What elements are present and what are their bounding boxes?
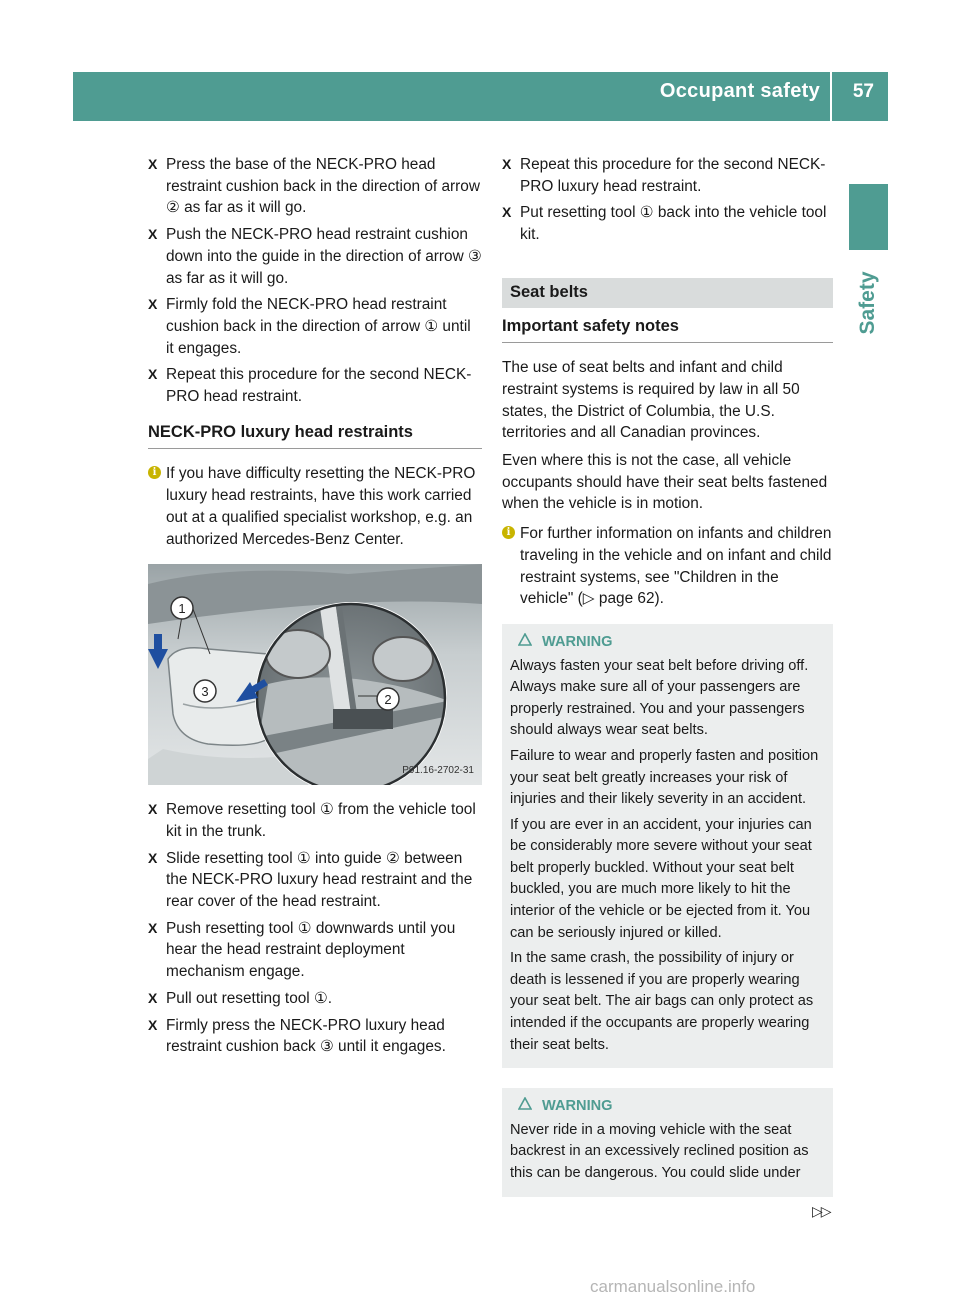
step-item: X Press the base of the NECK-PRO head restraint cushion back in the direction of arrow ② as far as it will go.: [148, 156, 480, 217]
continuation-icon: ▷▷: [812, 1203, 830, 1219]
step-marker-icon: X: [148, 296, 158, 313]
side-tab-label: Safety: [856, 271, 879, 335]
step-item: X Repeat this procedure for the second NECK-PRO luxury head restraint.: [502, 156, 826, 195]
step-item: X Repeat this procedure for the second NECK-PRO head restraint.: [148, 366, 472, 406]
head-restraint-illustration: [148, 564, 482, 785]
paragraph: The use of seat belts and infant and child restraint systems is required by law in all 50 states, the District of Columbia, the U.S. territories and all Canadian provinces.: [502, 359, 800, 442]
head-restraint-figure: [148, 564, 482, 785]
info-icon: i: [502, 526, 515, 539]
watermark: carmanualsonline.info: [590, 1277, 756, 1296]
side-tab-marker: [849, 184, 888, 250]
step-marker-icon: X: [148, 801, 158, 818]
warning-heading: WARNING: [510, 632, 825, 654]
warning-triangle-icon: [518, 632, 532, 654]
info-note: i If you have difficulty resetting the NECK-PRO luxury head restraints, have this work carried out at a qualified specialist workshop, e.g. an authorized Mercedes-Benz Center.: [148, 463, 482, 550]
paragraph: Even where this is not the case, all vehicle occupants should have their seat belts fastened when the vehicle is in motion.: [502, 452, 828, 513]
callout-1-label: 1: [178, 601, 186, 617]
callout-2-label: 2: [384, 692, 392, 708]
step-marker-icon: X: [148, 226, 158, 243]
section-heading: NECK-PRO luxury head restraints: [148, 422, 482, 450]
step-item: X Push resetting tool ① downwards until you hear the head restraint deployment mechanism engage.: [148, 919, 456, 981]
step-item: X Put resetting tool ① back into the vehicle tool kit.: [502, 204, 827, 244]
header-title: Occupant safety: [659, 80, 820, 102]
step-item: X Firmly fold the NECK-PRO head restraint cushion back in the direction of arrow ① until it engages.: [148, 296, 471, 357]
warning-triangle-icon: [518, 1096, 532, 1118]
warning-text: If you are ever in an accident, your injuries can be considerably more severe without your seat belt properly buckled. Without your seat belt buckled, you are much more likely to hit the interior of the vehicle or be ejected from it. You can be seriously injured or killed.: [510, 816, 812, 941]
warning-box: [502, 624, 833, 1068]
warning-box: [502, 1088, 833, 1196]
page-number: 57: [852, 81, 874, 102]
step-marker-icon: X: [502, 204, 512, 221]
step-item: X Pull out resetting tool ①.: [148, 988, 482, 1010]
step-marker-icon: X: [148, 1016, 158, 1033]
warning-text: Always fasten your seat belt before driving off. Always make sure all of your passengers are properly restrained. You and your passengers should always wear seat belts.: [510, 657, 809, 739]
figure-code: P91.16-2702-31: [402, 764, 474, 776]
step-item: X Slide resetting tool ① into guide ② between the NECK-PRO luxury head restraint and the rear cover of the head restraint.: [148, 849, 473, 911]
left-column: [148, 154, 482, 1063]
step-item: X Push the NECK-PRO head restraint cushion down into the guide in the direction of arrow ③ as far as it will go.: [148, 226, 482, 287]
right-column: [502, 154, 833, 1197]
info-icon: i: [148, 466, 161, 479]
warning-text: In the same crash, the possibility of injury or death is lessened if you are properly wearing your seat belt. The air bags can only protect as intended if the occupants are properly wearing their seat belts.: [510, 950, 814, 1053]
info-note: i For further information on infants and children traveling in the vehicle and on infant and child restraint systems, see "Children in the vehicle" (▷ page 62).: [502, 523, 833, 610]
step-marker-icon: X: [148, 156, 158, 172]
header-separator: [830, 72, 832, 121]
step-marker-icon: X: [502, 156, 512, 172]
warning-text: Never ride in a moving vehicle with the seat backrest in an excessively reclined position as this can be dangerous. You could slide under: [510, 1121, 809, 1182]
section-title-bar: Seat belts: [502, 278, 833, 308]
step-marker-icon: X: [148, 366, 158, 383]
step-item: X Firmly press the NECK-PRO luxury head restraint cushion back ③ until it engages.: [148, 1016, 446, 1056]
warning-text: Failure to wear and properly fasten and position your seat belt greatly increases your risk of injuries and their likely severity in an accident.: [510, 747, 819, 808]
step-marker-icon: X: [148, 989, 158, 1006]
header-bar: [73, 72, 888, 121]
section-heading: Important safety notes: [502, 316, 833, 344]
warning-heading: WARNING: [510, 1096, 825, 1118]
step-marker-icon: X: [148, 849, 158, 866]
step-marker-icon: X: [148, 919, 158, 936]
step-item: X Remove resetting tool ① from the vehicle tool kit in the trunk.: [148, 801, 476, 840]
callout-3-label: 3: [201, 684, 209, 700]
